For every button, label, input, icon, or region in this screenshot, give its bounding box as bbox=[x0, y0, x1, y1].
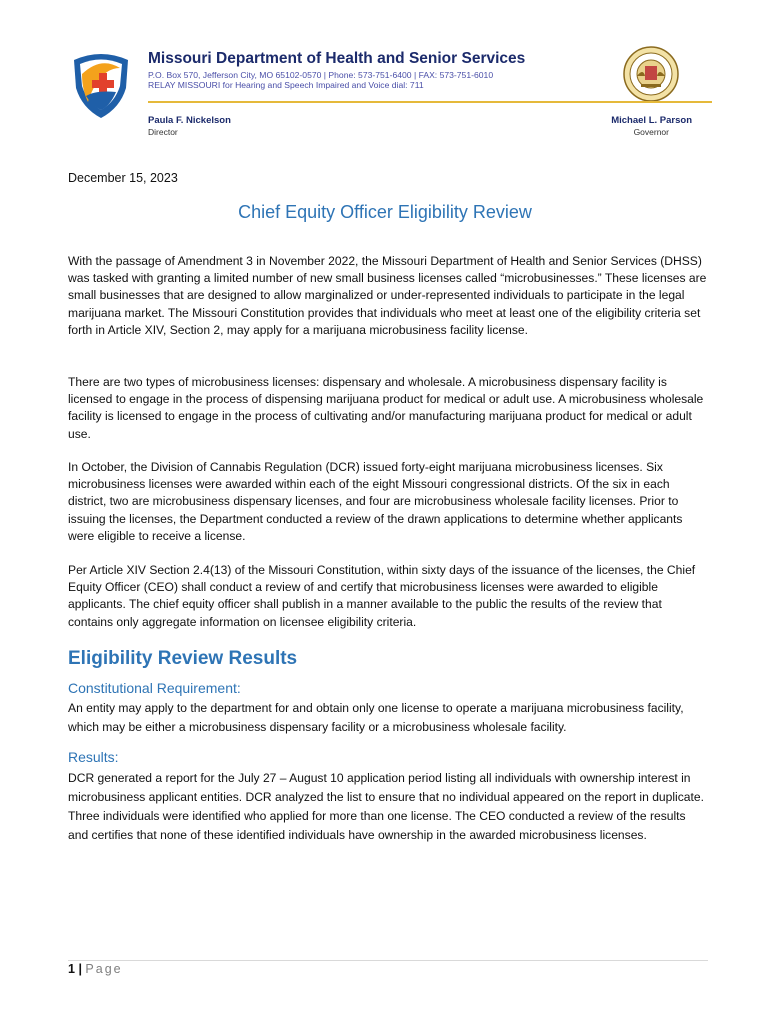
paragraph-amendment: With the passage of Amendment 3 in November 2022, the Missouri Department of Health and Senior Services (DHSS) was tasked with granting a limited number of new small business licenses called “microbusinesses.” These licenses are small businesses that are designed to allow marginalized or under-represented individuals to participate in the legal marijuana market. The Missouri Constitution provides that individuals who meet at least one of the eligibility criteria set forth in Article XIV, Section 2, may apply for a marijuana microbusiness facility license. bbox=[68, 254, 707, 337]
org-name: Missouri Department of Health and Senior Services bbox=[148, 50, 526, 67]
governor-name: Michael L. Parson bbox=[611, 115, 692, 126]
paragraph-results: DCR generated a report for the July 27 – August 10 application period listing all individuals with ownership interest in microbusiness applicant entities. DCR analyzed the list to ensure that no individual appeared on the report in duplicate. Three individuals were identified who applied for more than one license. The CEO conducted a review of the results and certifies that none of these identified individuals have ownership in the awarded microbusiness licenses. bbox=[68, 771, 704, 842]
subheading-constitutional-requirement: Constitutional Requirement: bbox=[68, 680, 241, 696]
page-footer bbox=[68, 962, 123, 976]
letter-date: December 15, 2023 bbox=[68, 171, 178, 185]
dhss-logo-icon bbox=[70, 50, 132, 120]
director-title: Director bbox=[148, 127, 178, 137]
document-title: Chief Equity Officer Eligibility Review bbox=[238, 202, 532, 222]
letterhead-divider bbox=[148, 101, 712, 103]
paragraph-ceo-review: Per Article XIV Section 2.4(13) of the Missouri Constitution, within sixty days of the issuance of the licenses, the Chief Equity Officer (CEO) shall conduct a review of and certify that microbusiness licenses were awarded to eligible applicants. The chief equity officer shall publish in a manner available to the public the results of the review that contains only aggregate information on licensee eligibility criteria. bbox=[68, 563, 696, 629]
paragraph-license-types: There are two types of microbusiness licenses: dispensary and wholesale. A microbusiness dispensary facility is licensed to engage in the process of dispensing marijuana product for medical or adult use. A microbusiness wholesale facility is licensed to engage in the process of cultivating and/or manufacturing marijuana product for medical or adult use. bbox=[68, 375, 704, 441]
paragraph-requirement: An entity may apply to the department for and obtain only one license to operate a marijuana microbusiness facility, which may be either a microbusiness dispensary facility or a microbusiness wholesale facility. bbox=[68, 701, 684, 734]
page-number: 1 bbox=[68, 962, 75, 976]
subheading-results: Results: bbox=[68, 749, 119, 765]
director-name: Paula F. Nickelson bbox=[148, 115, 231, 126]
governor-title: Governor bbox=[633, 127, 669, 137]
footer-separator: | bbox=[78, 962, 82, 976]
page-label: Page bbox=[85, 962, 123, 976]
section-heading: Eligibility Review Results bbox=[68, 648, 298, 669]
address-line: P.O. Box 570, Jefferson City, MO 65102-0570 | Phone: 573-751-6400 | FAX: 573-751-6010 bbox=[148, 70, 494, 80]
paragraph-issuance: In October, the Division of Cannabis Regulation (DCR) issued forty-eight marijuana microbusiness licenses. Six microbusiness licenses were awarded within each of the eight Missouri congressional districts. Of the six in each district, two are microbusiness dispensary licenses, and four are microbusiness wholesale facility licenses. Prior to issuing the licenses, the Department conducted a review of the drawn applications to determine whether applicants were eligible to receive a license. bbox=[68, 460, 683, 543]
footer-divider bbox=[68, 960, 708, 961]
relay-line: RELAY MISSOURI for Hearing and Speech Impaired and Voice dial: 711 bbox=[148, 80, 424, 90]
missouri-state-seal-icon bbox=[623, 46, 679, 102]
